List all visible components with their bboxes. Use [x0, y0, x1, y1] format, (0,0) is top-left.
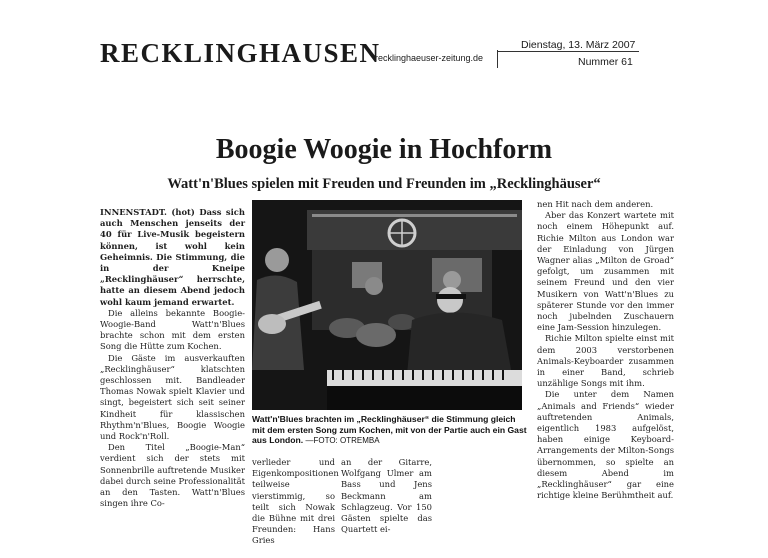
bottom-column-1: [252, 457, 339, 547]
website-url: recklinghaeuser-zeitung.de: [375, 53, 484, 63]
body-paragraph: Den Titel „Boogie-Man“ verdient sich der stets mit Sonnenbrille auftretende Musiker dabei durch seine Professionalität an den Tasten. Watt'n'Blues singen ihre Co-: [100, 442, 245, 509]
band-photo: [252, 200, 522, 410]
bottom-column-2: [341, 457, 432, 535]
body-paragraph: Die alleins bekannte Boogie-Woogie-Band Watt'n'Blues brachte schon mit dem ersten Song die Hütte zum Kochen.: [100, 307, 245, 352]
body-paragraph: an der Gitarre, Wolfgang Ulmer am Bass und Jens Beckmann am Schlagzeug. Vor 150 Gästen spielte das Quartett ei-: [341, 457, 432, 535]
dateline: INNENSTADT.: [100, 207, 167, 217]
body-paragraph: Die Gäste im ausverkauften „Recklinghäuser“ klatschten geschlossen mit. Bandleader Thomas Nowak spielt Klavier und singt, begeistert sich seit seiner Kindheit für klassischen Rhythm'n'Blues, Boogie Woogie und Rock'n'Roll.: [100, 352, 245, 442]
photo-credit: —FOTO: OTREMBA: [305, 436, 380, 445]
issue-number: Nummer 61: [578, 56, 633, 68]
body-paragraph: verlieder und Eigenkompositionen teilweise vierstimmig, so teilt sich Nowak die Bühne mit drei Freunden: Hans Gries: [252, 457, 339, 546]
masthead-divider: [497, 50, 498, 68]
article-column-1: [100, 207, 245, 509]
body-paragraph: Die unter dem Namen „Animals and Friends“ wieder auftretenden Animals, eigentlich 1983 aufgelöst, haben einige Keyboard-Arrangements der Milton-Songs übernommen, so spielte an diesem Abend im „Recklinghäuser“ gar eine richtige kleine Berühmtheit auf.: [537, 389, 674, 501]
body-paragraph: nen Hit nach dem anderen.: [537, 199, 654, 209]
photo-caption: [252, 414, 528, 447]
article-subheadline: Watt'n'Blues spielen mit Freuden und Freunden im „Recklinghäuser“: [167, 176, 601, 192]
article-column-3: [537, 199, 674, 501]
concert-photo-image: [252, 200, 522, 410]
lede-paragraph: [100, 207, 245, 308]
masthead-rule: [497, 51, 639, 52]
issue-date: Dienstag, 13. März 2007: [521, 39, 636, 51]
lede-text: (hot) Dass sich auch Menschen jenseits der 40 für Live-Musik begeistern können, ist wohl kein Geheimnis. Die Stimmung, die in der Kneipe „Recklinghäuser“ herrschte, hatte an diesem Abend jedoch wohl kaum jemand erwartet.: [100, 207, 245, 307]
body-paragraph: Richie Milton spielte einst mit dem 2003 verstorbenen Animals-Keyboarder zusammen in einer Band, schrieb unzählige Songs mit ihm.: [537, 333, 674, 389]
newspaper-masthead: RECKLINGHAUSEN: [100, 38, 381, 68]
article-headline: Boogie Woogie in Hochform: [215, 134, 553, 165]
caption-text: Watt'n'Blues brachten im „Recklinghäuser“ die Stimmung gleich mit dem ersten Song zum Kochen, mit von der Partie auch ein Gast aus London.: [252, 414, 527, 445]
body-paragraph: Aber das Konzert wartete mit noch einem Höhepunkt auf. Richie Milton aus London war der Einladung von Jürgen Wagner alias „Milton de Groad“ gefolgt, um zusammen mit seinem Freund und den vier Musikern von Watt'n'Blues zu späterer Stunde vor den immer noch jubelnden Zuschauern eine Jam-Session hinzulegen.: [537, 210, 674, 333]
